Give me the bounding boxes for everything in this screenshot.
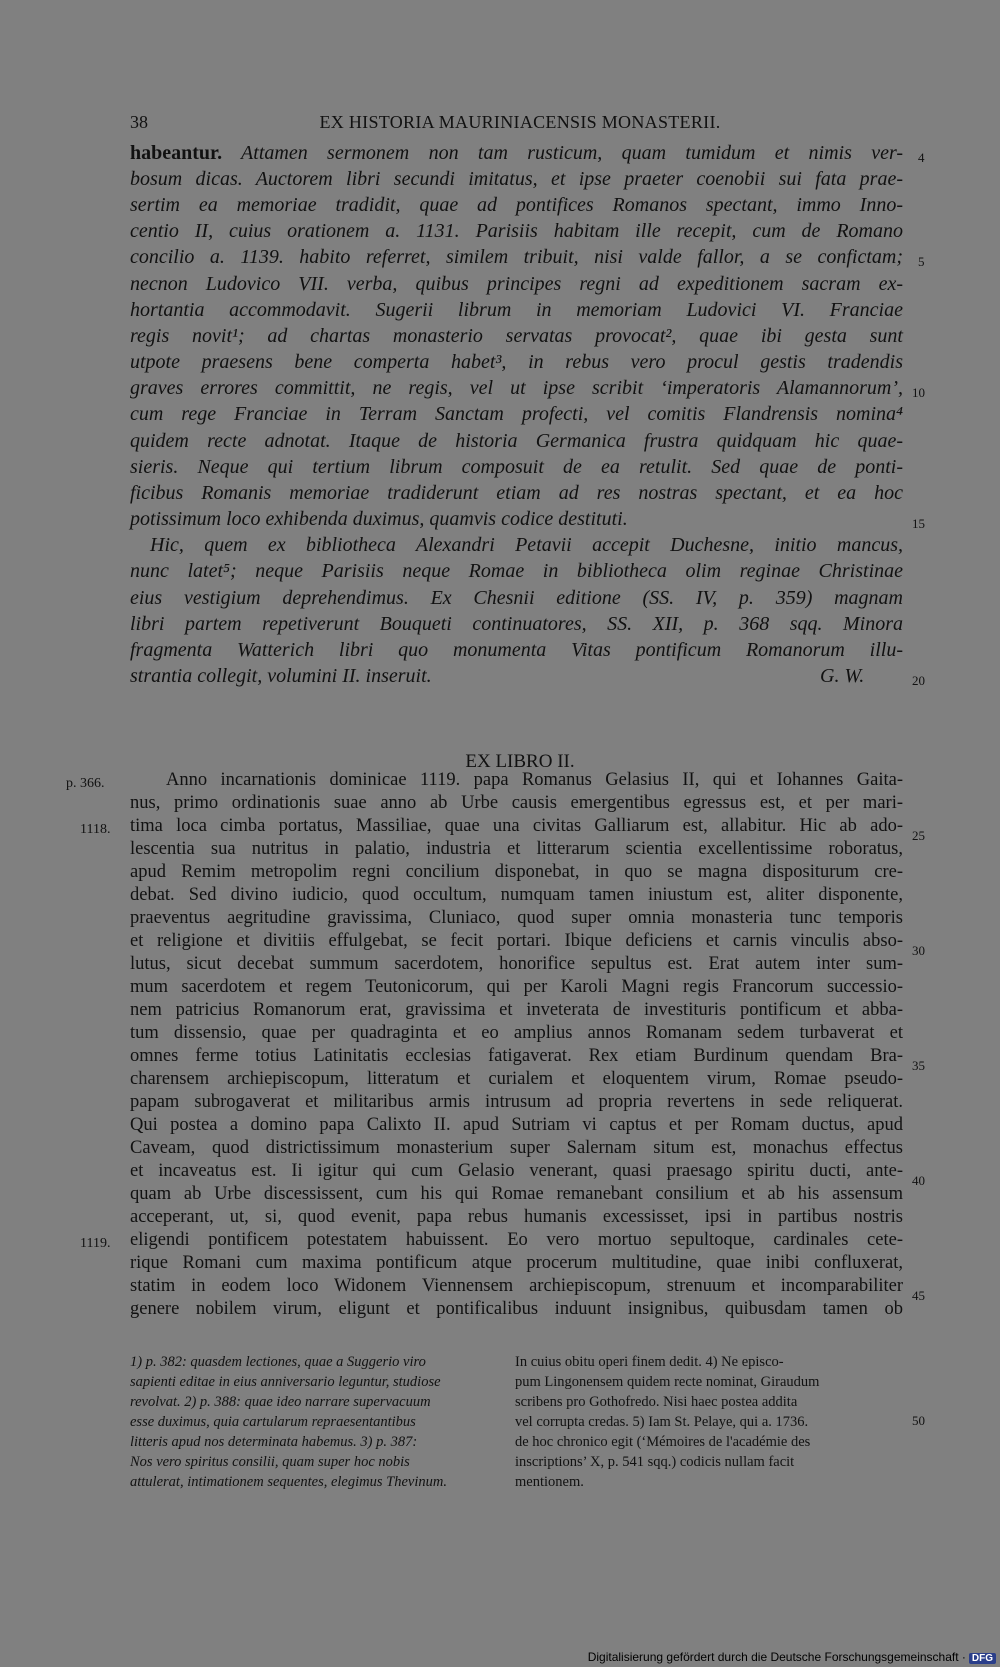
body-line: tima loca cimba portatus, Massiliae, quae una civitas Galliarum est, allabitur. Hic ab ado- bbox=[130, 816, 903, 836]
footnote-line-left: esse duximus, quia cartularum repraesentantibus bbox=[130, 1414, 416, 1430]
margin-reference: 1119. bbox=[80, 1236, 111, 1251]
body-line: statim in eodem loco Widonem Viennensem archiepiscopum, strenuum et incomparabiliter bbox=[130, 1276, 903, 1296]
footnote-line-right: vel corrupta credas. 5) Iam St. Pelaye, qui a. 1736. bbox=[515, 1414, 809, 1430]
intro-line-text: ficibus Romanis memoriae tradiderunt etiam ad res nostras spectant, et ea hoc bbox=[130, 482, 903, 504]
intro-line-text: cum rege Franciae in Terram Sanctam profecti, vel comitis Flandrensis nomina⁴ bbox=[130, 403, 903, 425]
footnote-line-left: Nos vero spiritus consilii, quam super hoc nobis bbox=[130, 1454, 410, 1470]
margin-reference: 1118. bbox=[80, 822, 111, 837]
intro-line-text: centio II, cuius orationem a. 1131. Parisiis habitam ille recepit, cum de Romano bbox=[130, 220, 903, 242]
editor-signature: G. W. bbox=[820, 665, 865, 687]
intro-line-text: fragmenta Watterich libri quo monumenta Vitas pontificum Romanorum illu- bbox=[130, 639, 903, 661]
intro-line bbox=[130, 664, 903, 688]
footer-credit bbox=[584, 1650, 1000, 1667]
intro-line bbox=[130, 193, 903, 217]
footnote-line-right: In cuius obitu operi finem dedit. 4) Ne episco- bbox=[515, 1354, 784, 1370]
body-line: quam ab Urbe discessissent, cum his qui Romae remanebant consilium et ab his assensum bbox=[130, 1184, 903, 1204]
body-line: mum sacerdotem et regem Teutonicorum, qui per Karoli Magni regis Francorum successio- bbox=[130, 977, 903, 997]
body-line: et religione et divitiis effulgebat, se fecit portari. Ibique deficiens et carnis vinculis abso- bbox=[130, 931, 903, 951]
body-line: lescentia sua nutritus in palatio, industria et litterarum scientia excellentissime roboratus, bbox=[130, 839, 903, 859]
intro-line-text: Attamen sermonem non tam rusticum, quam tumidum et nimis ver- bbox=[222, 142, 903, 164]
dfg-logo: DFG bbox=[969, 1653, 996, 1664]
footnote-line-left: litteris apud nos determinata habemus. 3) p. 387: bbox=[130, 1434, 418, 1450]
intro-line-text: Hic, quem ex bibliotheca Alexandri Petavii accepit Duchesne, initio mancus, bbox=[150, 534, 903, 556]
footer-text: Digitalisierung gefördert durch die Deutsche Forschungsgemeinschaft · bbox=[587, 1650, 966, 1664]
line-number: 25 bbox=[912, 828, 925, 843]
body-line: lutus, sicut decebat summum sacerdotem, honorifice sepultus est. Erat autem inter sum- bbox=[130, 954, 903, 974]
body-line: omnes ferme totius Latinitatis ecclesias fatigaverat. Rex etiam Burdinum quendam Bra- bbox=[130, 1046, 903, 1066]
line-number: 40 bbox=[912, 1173, 925, 1188]
intro-line bbox=[130, 612, 903, 636]
footnote-line-left: revolvat. 2) p. 388: quae ideo narrare supervacuum bbox=[130, 1394, 431, 1410]
footnote-line-left: 1) p. 382: quasdem lectiones, quae a Suggerio viro bbox=[130, 1354, 426, 1370]
intro-line-text: nunc latet⁵; neque Parisiis neque Romae in bibliotheca olim reginae Christinae bbox=[130, 560, 903, 582]
body-line: debat. Sed divino iudicio, quod occultum, numquam tamen iniustum est, aliter disponente, bbox=[130, 885, 903, 905]
intro-line-text: regis novit¹; ad chartas monasterio servatas provocat², quae ibi gesta sunt bbox=[130, 325, 903, 347]
footnote-line-right: pum Lingonensem quidem recte nominat, Giraudum bbox=[515, 1374, 820, 1390]
page-number: 38 bbox=[130, 112, 148, 132]
intro-line-text: hortantia accommodavit. Sugerii librum in memoriam Ludovici VI. Franciae bbox=[130, 299, 903, 321]
intro-line bbox=[130, 298, 903, 322]
intro-line bbox=[130, 638, 903, 662]
intro-line-text: necnon Ludovico VII. verba, quibus principes regni ad expeditionem sacram ex- bbox=[130, 273, 903, 295]
body-line: nem patricius Romanorum erat, gravissima et inveterata de investituris pontificum et abba- bbox=[130, 1000, 903, 1020]
running-header bbox=[130, 112, 910, 138]
intro-line bbox=[130, 559, 903, 583]
intro-line-text: sieris. Neque qui tertium librum composuit de ea retulit. Sed quae de ponti- bbox=[130, 456, 903, 478]
footnote-line-right: scribens pro Gothofredo. Nisi haec postea addita bbox=[515, 1394, 798, 1410]
intro-line-text: potissimum loco exhibenda duximus, quamvis codice destituti. bbox=[130, 508, 628, 530]
intro-line-text: sertim ea memoriae tradidit, quae ad pontifices Romanos spectant, immo Inno- bbox=[130, 194, 903, 216]
body-line: Caveam, quod districtissimum monasterium super Salernam situm est, monachus effectus bbox=[130, 1138, 903, 1158]
intro-line-text: strantia collegit, volumini II. inseruit. bbox=[130, 665, 432, 687]
intro-line bbox=[130, 402, 903, 426]
line-number: 35 bbox=[912, 1058, 925, 1073]
body-line: rique Romani cum maxima pontificum atque procerum multitudine, quae inibi confluxerat, bbox=[130, 1253, 903, 1273]
intro-line bbox=[130, 376, 903, 400]
margin-reference: p. 366. bbox=[66, 776, 105, 791]
intro-line-text: libri partem repetiverunt Bouqueti continuatores, SS. XII, p. 368 sqq. Minora bbox=[130, 613, 903, 635]
body-line: tum dissensio, quae per quadraginta et eo amplius annos Romanam sedem turbaverat et bbox=[130, 1023, 903, 1043]
line-number: 5 bbox=[918, 254, 925, 269]
body-line: eligendi pontificem potestatem habuissent. Eo vero mortuo sepultoque, cardinales cete- bbox=[130, 1230, 903, 1250]
running-title: EX HISTORIA MAURINIACENSIS MONASTERII. bbox=[319, 112, 721, 132]
body-line: papam subrogaverat et militaribus armis intrusum ad propria revertens in sede reliquerat. bbox=[130, 1092, 903, 1112]
body-line: Anno incarnationis dominicae 1119. papa Romanus Gelasius II, qui et Iohannes Gaita- bbox=[166, 770, 903, 790]
intro-line bbox=[130, 481, 903, 505]
intro-line bbox=[150, 533, 903, 557]
body-line: praeventus aegritudine gravissima, Cluniaco, quod super omnia monasteria tunc temporis bbox=[130, 908, 903, 928]
body-line: acceperant, ut, si, quod evenit, papa rebus humanis excessisset, ipsi in partibus nostris bbox=[130, 1207, 903, 1227]
intro-line bbox=[130, 141, 903, 165]
line-number: 10 bbox=[912, 385, 925, 400]
line-number: 50 bbox=[912, 1413, 925, 1428]
body-line: genere nobilem virum, eligunt et pontificalibus induunt insignibus, quibusdam tamen ob bbox=[130, 1299, 903, 1319]
line-number: 30 bbox=[912, 943, 925, 958]
body-line: charensem archiepiscopum, litteratum et curialem et eloquentem virum, Romae pseudo- bbox=[130, 1069, 903, 1089]
intro-line bbox=[130, 350, 903, 374]
line-number: 15 bbox=[912, 516, 925, 531]
footnote-line-right: mentionem. bbox=[515, 1474, 584, 1490]
intro-line bbox=[130, 586, 903, 610]
line-number: 45 bbox=[912, 1288, 925, 1303]
footnote-line-right: inscriptions’ X, p. 541 sqq.) codicis nullam facit bbox=[515, 1454, 795, 1470]
footnote-line-right: de hoc chronico egit (‘Mémoires de l'académie des bbox=[515, 1434, 811, 1450]
footnote-line-left: attulerat, intimationem sequentes, elegimus Thevinum. bbox=[130, 1474, 447, 1490]
intro-line bbox=[130, 507, 903, 531]
intro-line-text: eius vestigium deprehendimus. Ex Chesnii editione (SS. IV, p. 359) magnam bbox=[130, 587, 903, 609]
intro-line bbox=[130, 324, 903, 348]
intro-lead-word: habeantur. bbox=[130, 142, 223, 164]
intro-line bbox=[130, 219, 903, 243]
intro-line-text: graves errores committit, ne regis, vel ut ipse scribit ‘imperatoris Alamannorum’, bbox=[130, 377, 903, 399]
section-title: EX LIBRO II. bbox=[465, 751, 575, 772]
line-number: 4 bbox=[918, 150, 925, 165]
intro-line-text: bosum dicas. Auctorem libri secundi imitatus, et ipse praeter coenobii sui fata prae- bbox=[130, 168, 903, 190]
intro-line-text: quidem recte adnotat. Itaque de historia Germanica frustra quidquam hic quae- bbox=[130, 430, 903, 452]
body-line: nus, primo ordinationis suae anno ab Urbe causis emergentibus egressus est, et per mari- bbox=[130, 793, 903, 813]
intro-line bbox=[130, 245, 903, 269]
intro-line-text: utpote praesens bene comperta habet³, in rebus vero procul gestis tradendis bbox=[130, 351, 903, 373]
body-line: apud Remim metropolim regni concilium disponebat, in quo se magna dispositurum cre- bbox=[130, 862, 903, 882]
line-number: 20 bbox=[912, 673, 925, 688]
body-line: Qui postea a domino papa Calixto II. apud Sutriam vi captus et per Romam ductus, apud bbox=[130, 1115, 903, 1135]
intro-line-text: concilio a. 1139. habito referret, similem tribuit, nisi valde fallor, a se confictam; bbox=[130, 246, 903, 268]
intro-line bbox=[130, 455, 903, 479]
intro-line bbox=[130, 272, 903, 296]
body-line: et incaveatus est. Ii igitur qui cum Gelasio venerant, quasi praesago spiritu ducti, ante- bbox=[130, 1161, 903, 1181]
intro-line bbox=[130, 429, 903, 453]
footnote-line-left: sapienti editae in eius anniversario leguntur, studiose bbox=[130, 1374, 441, 1390]
intro-line bbox=[130, 167, 903, 191]
